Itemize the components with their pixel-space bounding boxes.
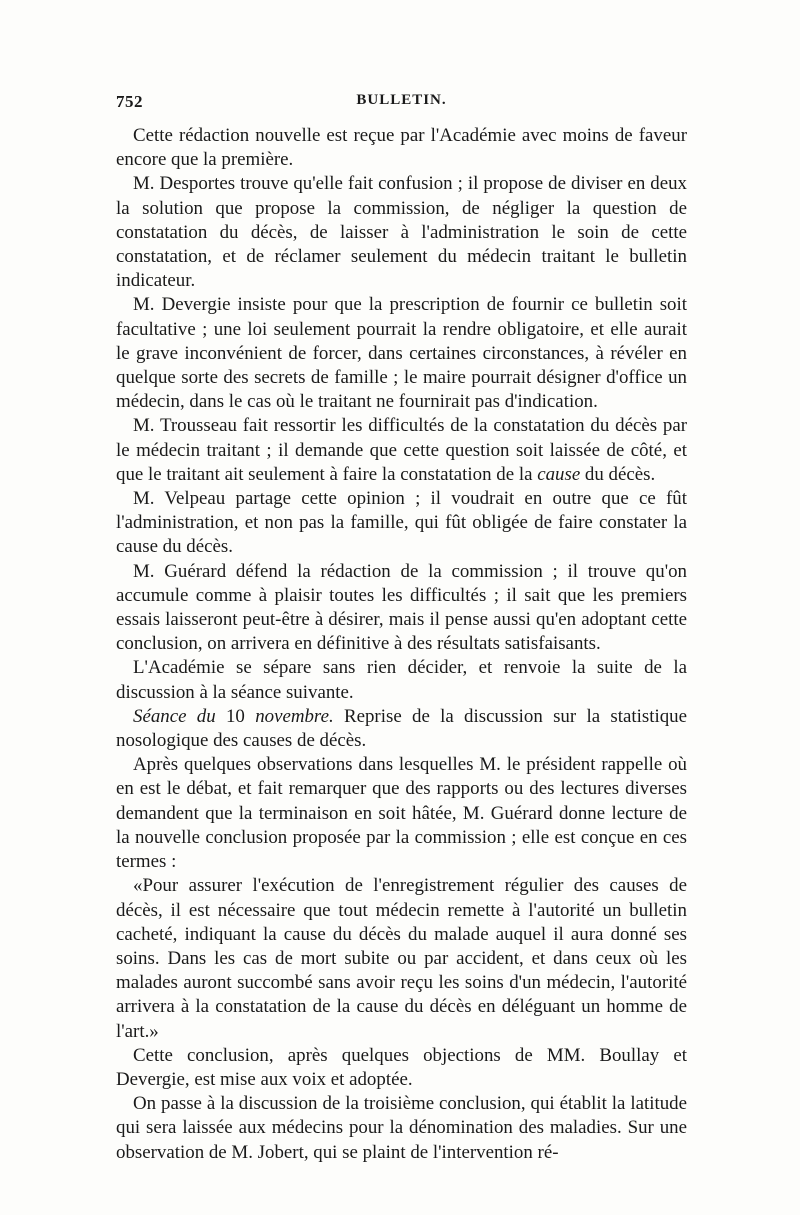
body-text	[116, 124, 687, 1165]
page-header	[116, 92, 687, 124]
paragraph-3: M. Devergie insiste pour que la prescription de fournir ce bulletin soit facultative ; une loi seulement pourrait la rendre obligatoire, et elle aurait le grave inconvénient de forcer, dans certaines circonstances, à révéler en quelque sorte des secrets de famille ; le maire pourrait désigner d'office un médecin, dans le cas où le traitant ne fournirait pas d'indication.	[116, 294, 687, 413]
paragraph-2: M. Desportes trouve qu'elle fait confusion ; il propose de diviser en deux la solution que propose la commission, de négliger la question de constatation du décès, de laisser à l'administration le soin de cette constatation, et de réclamer seulement du médecin traitant le bulletin indicateur.	[116, 173, 687, 292]
paragraph-4-italic-cause: cause	[537, 463, 581, 485]
paragraph-5: M. Velpeau partage cette opinion ; il voudrait en outre que ce fût l'administration, et non pas la famille, qui fût obligée de faire constater la cause du décès.	[116, 488, 687, 558]
paragraph-6: M. Guérard défend la rédaction de la commission ; il trouve qu'on accumule comme à plaisir toutes les difficultés ; il sait que les premiers essais laisseront peut-être à désirer, mais il pense aussi qu'en adoptant cette conclusion, on arrivera en définitive à des résultats satisfaisants.	[116, 560, 687, 655]
paragraph-10-quote: «Pour assurer l'exécution de l'enregistrement régulier des causes de décès, il est nécessaire que tout médecin remette à l'autorité un bulletin cacheté, indiquant la cause du décès du malade auquel il aura donné ses soins. Dans les cas de mort subite ou par accident, et dans ceux où les malades auront succombé sans avoir reçu les soins d'un médecin, l'autorité arrivera à la constatation de la cause du décès en déléguant un homme de l'art.»	[116, 875, 687, 1042]
paragraph-4-text-b: du décès.	[580, 463, 656, 485]
paragraph-9: Après quelques observations dans lesquelles M. le président rappelle où en est le débat, et fait remarquer que des rapports ou des lectures diverses demandent que la terminaison en soit hâtée, M. Guérard donne lecture de la nouvelle conclusion proposée par la commission ; elle est conçue en ces termes :	[116, 754, 687, 873]
paragraph-8-text: Reprise de la discussion sur la statistique nosologique des causes de décès.	[116, 705, 687, 752]
seance-label: Séance du	[133, 705, 216, 727]
paragraph-4	[116, 414, 687, 487]
paragraph-12: On passe à la discussion de la troisième conclusion, qui établit la latitude qui sera laissée aux médecins pour la dénomination des maladies. Sur une observation de M. Jobert, qui se plaint de l'intervention ré-	[116, 1093, 687, 1163]
running-title: BULLETIN.	[356, 92, 447, 108]
paragraph-7: L'Académie se sépare sans rien décider, et renvoie la suite de la discussion à la séance suivante.	[116, 657, 687, 703]
paragraph-8	[116, 705, 687, 753]
paragraph-1: Cette rédaction nouvelle est reçue par l'Académie avec moins de faveur encore que la première.	[116, 125, 687, 171]
page-number: 752	[116, 92, 143, 111]
seance-month: novembre.	[255, 705, 334, 727]
paragraph-4-text-a: M. Trousseau fait ressortir les difficultés de la constatation du décès par le médecin traitant ; il demande que cette question soit laissée de côté, et que le traitant ait seulement à faire la constatation de la	[116, 415, 687, 485]
seance-day: 10	[215, 705, 256, 727]
paragraph-11: Cette conclusion, après quelques objections de MM. Boullay et Devergie, est mise aux voix et adoptée.	[116, 1044, 687, 1090]
